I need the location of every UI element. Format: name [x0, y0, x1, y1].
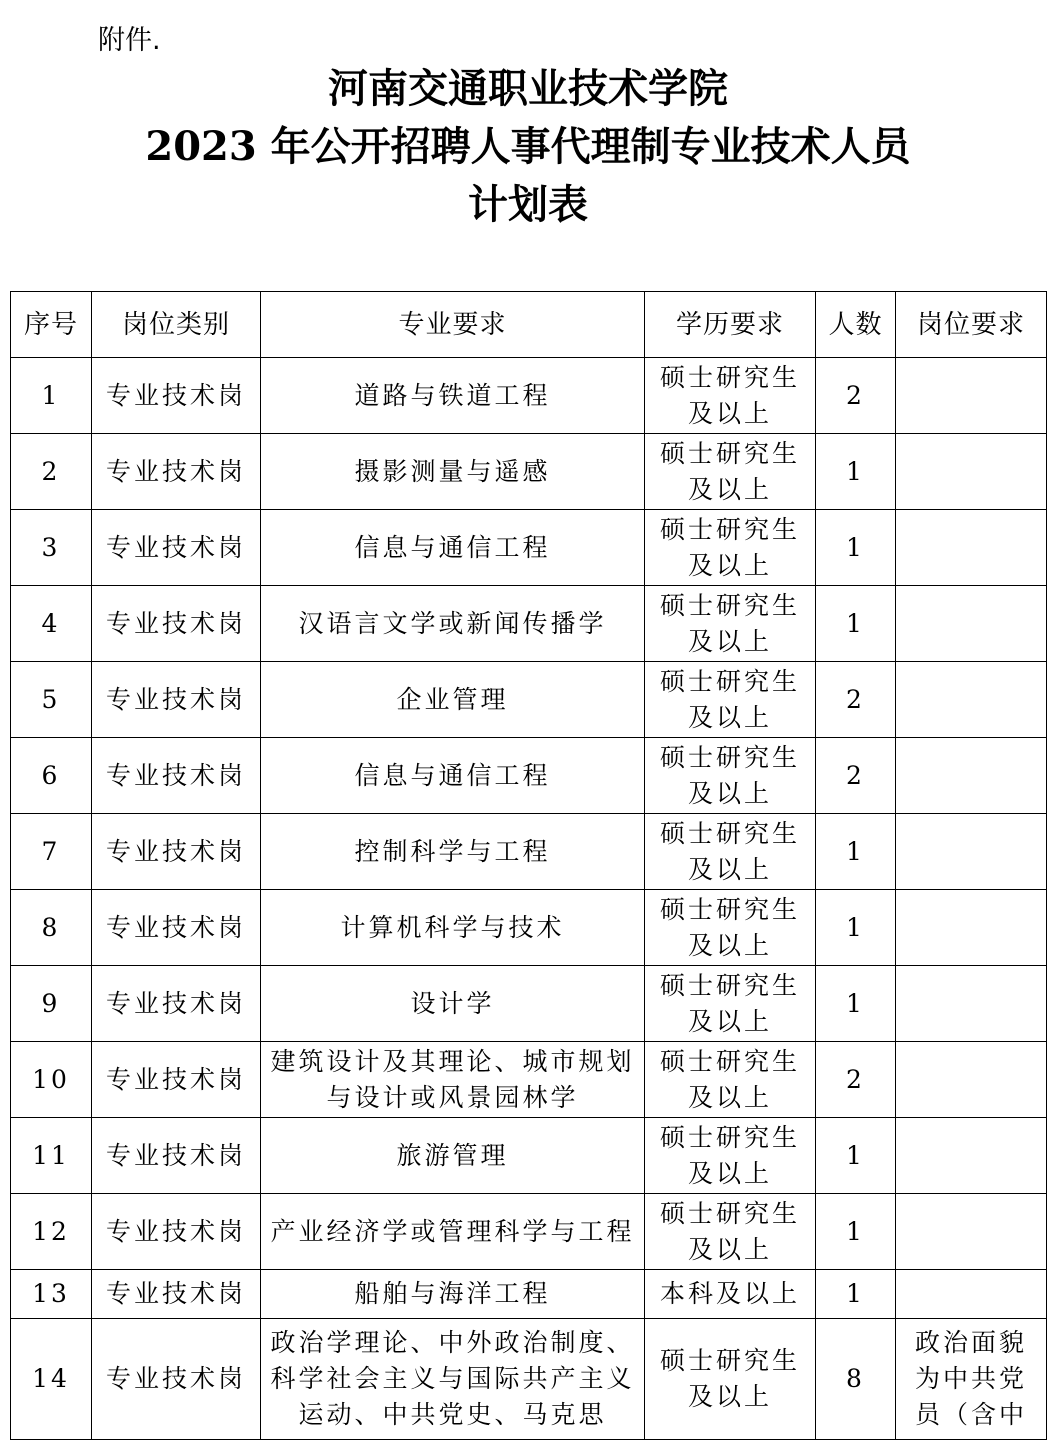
- cell-major: 设计学: [261, 966, 645, 1042]
- cell-no: 1: [11, 358, 92, 434]
- cell-education: 本科及以上: [645, 1270, 816, 1319]
- cell-no: 11: [11, 1118, 92, 1194]
- cell-no: 2: [11, 434, 92, 510]
- cell-requirement: 政治面貌为中共党员（含中: [896, 1319, 1047, 1440]
- cell-count: 1: [816, 434, 896, 510]
- header-no: 序号: [11, 292, 92, 358]
- attachment-label: 附件.: [98, 25, 161, 56]
- cell-category: 专业技术岗: [92, 434, 261, 510]
- cell-category: 专业技术岗: [92, 358, 261, 434]
- table-row: [11, 814, 1047, 890]
- cell-major: 信息与通信工程: [261, 510, 645, 586]
- cell-no: 12: [11, 1194, 92, 1270]
- table-row: [11, 358, 1047, 434]
- cell-category: 专业技术岗: [92, 1042, 261, 1118]
- cell-category: 专业技术岗: [92, 1194, 261, 1270]
- cell-category: 专业技术岗: [92, 814, 261, 890]
- document-title-line-3: 计划表: [468, 181, 588, 228]
- cell-major: 控制科学与工程: [261, 814, 645, 890]
- header-category: 岗位类别: [92, 292, 261, 358]
- cell-count: 1: [816, 510, 896, 586]
- cell-count: 1: [816, 1194, 896, 1270]
- table-row: [11, 1270, 1047, 1319]
- cell-category: 专业技术岗: [92, 890, 261, 966]
- cell-major: 汉语言文学或新闻传播学: [261, 586, 645, 662]
- cell-requirement: [896, 814, 1047, 890]
- cell-count: 2: [816, 1042, 896, 1118]
- table-row: [11, 1042, 1047, 1118]
- cell-major: 建筑设计及其理论、城市规划与设计或风景园林学: [261, 1042, 645, 1118]
- cell-count: 1: [816, 966, 896, 1042]
- table-row: [11, 890, 1047, 966]
- cell-requirement: [896, 1270, 1047, 1319]
- cell-education: 硕士研究生及以上: [645, 1118, 816, 1194]
- cell-no: 14: [11, 1319, 92, 1440]
- cell-education: 硕士研究生及以上: [645, 814, 816, 890]
- cell-no: 13: [11, 1270, 92, 1319]
- cell-count: 1: [816, 1270, 896, 1319]
- cell-education: 硕士研究生及以上: [645, 586, 816, 662]
- cell-major: 企业管理: [261, 662, 645, 738]
- table-row: [11, 586, 1047, 662]
- cell-requirement: [896, 358, 1047, 434]
- cell-requirement: [896, 966, 1047, 1042]
- header-major: 专业要求: [261, 292, 645, 358]
- cell-count: 1: [816, 1118, 896, 1194]
- cell-category: 专业技术岗: [92, 738, 261, 814]
- cell-education: 硕士研究生及以上: [645, 890, 816, 966]
- table-row: [11, 434, 1047, 510]
- cell-requirement: [896, 510, 1047, 586]
- cell-major: 船舶与海洋工程: [261, 1270, 645, 1319]
- cell-education: 硕士研究生及以上: [645, 434, 816, 510]
- table-row: [11, 510, 1047, 586]
- cell-category: 专业技术岗: [92, 510, 261, 586]
- cell-category: 专业技术岗: [92, 1270, 261, 1319]
- cell-count: 1: [816, 586, 896, 662]
- cell-education: 硕士研究生及以上: [645, 738, 816, 814]
- cell-major: 产业经济学或管理科学与工程: [261, 1194, 645, 1270]
- cell-requirement: [896, 1042, 1047, 1118]
- cell-major: 信息与通信工程: [261, 738, 645, 814]
- cell-category: 专业技术岗: [92, 1319, 261, 1440]
- cell-category: 专业技术岗: [92, 586, 261, 662]
- header-requirement: 岗位要求: [896, 292, 1047, 358]
- cell-no: 6: [11, 738, 92, 814]
- cell-major: 旅游管理: [261, 1118, 645, 1194]
- cell-count: 2: [816, 662, 896, 738]
- cell-education: 硕士研究生及以上: [645, 510, 816, 586]
- cell-major: 计算机科学与技术: [261, 890, 645, 966]
- header-count: 人数: [816, 292, 896, 358]
- cell-education: 硕士研究生及以上: [645, 1042, 816, 1118]
- cell-major: 摄影测量与遥感: [261, 434, 645, 510]
- cell-requirement: [896, 1194, 1047, 1270]
- cell-no: 3: [11, 510, 92, 586]
- table-row: [11, 1319, 1047, 1440]
- cell-count: 1: [816, 890, 896, 966]
- cell-category: 专业技术岗: [92, 662, 261, 738]
- cell-no: 5: [11, 662, 92, 738]
- cell-education: 硕士研究生及以上: [645, 1319, 816, 1440]
- cell-requirement: [896, 1118, 1047, 1194]
- table-row: [11, 1118, 1047, 1194]
- document-title-line-2: 2023 年公开招聘人事代理制专业技术人员: [145, 123, 911, 170]
- cell-no: 10: [11, 1042, 92, 1118]
- cell-category: 专业技术岗: [92, 966, 261, 1042]
- table-row: [11, 738, 1047, 814]
- document-title-line-1: 河南交通职业技术学院: [328, 65, 728, 112]
- cell-no: 7: [11, 814, 92, 890]
- cell-no: 8: [11, 890, 92, 966]
- cell-count: 1: [816, 814, 896, 890]
- cell-requirement: [896, 738, 1047, 814]
- cell-no: 4: [11, 586, 92, 662]
- cell-count: 8: [816, 1319, 896, 1440]
- cell-count: 2: [816, 358, 896, 434]
- header-education: 学历要求: [645, 292, 816, 358]
- cell-major: 政治学理论、中外政治制度、科学社会主义与国际共产主义运动、中共党史、马克思: [261, 1319, 645, 1440]
- cell-education: 硕士研究生及以上: [645, 1194, 816, 1270]
- cell-requirement: [896, 434, 1047, 510]
- cell-count: 2: [816, 738, 896, 814]
- cell-education: 硕士研究生及以上: [645, 966, 816, 1042]
- cell-requirement: [896, 586, 1047, 662]
- cell-education: 硕士研究生及以上: [645, 358, 816, 434]
- cell-major: 道路与铁道工程: [261, 358, 645, 434]
- cell-category: 专业技术岗: [92, 1118, 261, 1194]
- table-header-row: [11, 292, 1047, 358]
- table-row: [11, 966, 1047, 1042]
- cell-requirement: [896, 662, 1047, 738]
- cell-requirement: [896, 890, 1047, 966]
- table-row: [11, 662, 1047, 738]
- cell-education: 硕士研究生及以上: [645, 662, 816, 738]
- cell-no: 9: [11, 966, 92, 1042]
- table-row: [11, 1194, 1047, 1270]
- recruitment-plan-table: [10, 291, 1047, 1440]
